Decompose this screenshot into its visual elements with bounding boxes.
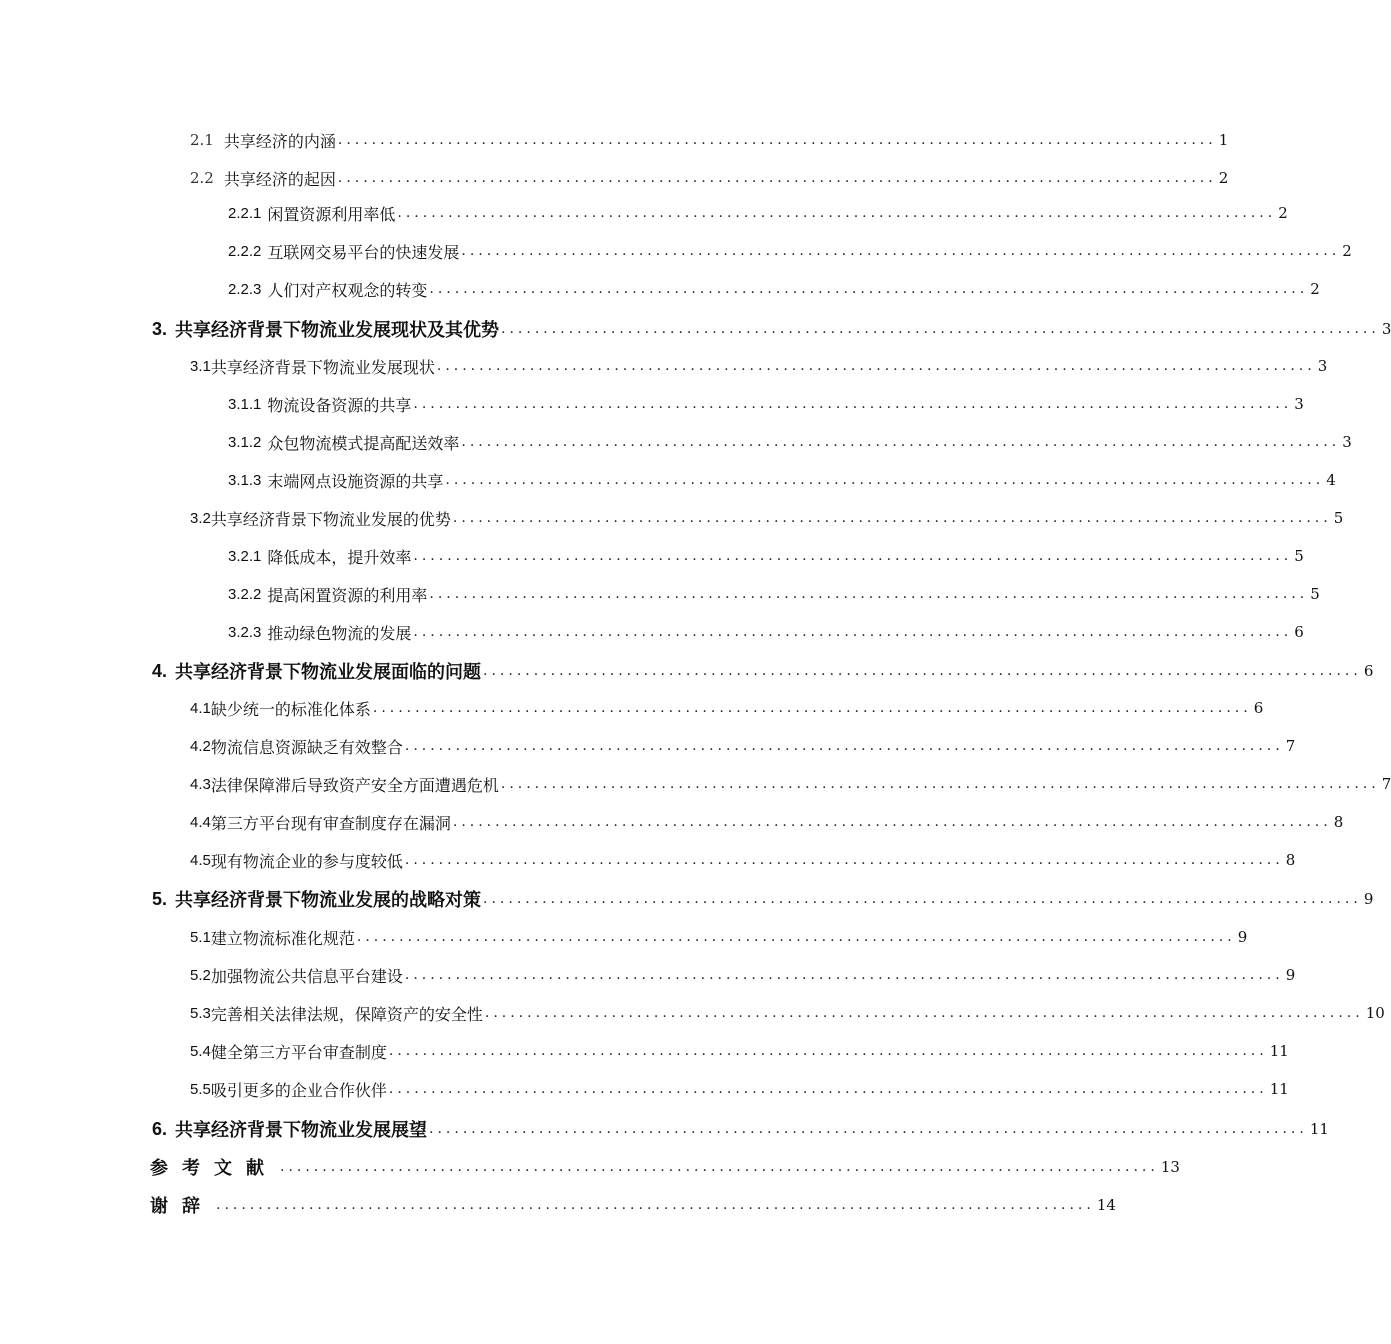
- toc-leader-dots: ........................................................................................................: [413, 624, 1293, 640]
- toc-entry-page: 3: [1342, 433, 1352, 451]
- toc-entry-number: 3.: [152, 318, 168, 339]
- toc-entry-title: 缺少统一的标准化体系: [210, 699, 371, 719]
- toc-entry-title: 吸引更多的企业合作伙伴: [210, 1080, 387, 1100]
- toc-entry-page: 9: [1363, 890, 1374, 908]
- toc-entry-title: 闲置资源利用率低: [267, 204, 396, 224]
- toc-entry-number: 5.4: [190, 1042, 211, 1060]
- toc-entry-chapter[interactable]: [152, 314, 1391, 344]
- toc-entry-page: 2: [1310, 280, 1320, 298]
- toc-entry-number: 3.1.1: [228, 395, 262, 413]
- toc-entry[interactable]: [190, 998, 1385, 1028]
- toc-leader-dots: ........................................................................................................: [404, 852, 1284, 868]
- toc-leader-dots: ........................................................................................................: [445, 472, 1325, 488]
- toc-entry-number: 4.4: [190, 813, 211, 831]
- toc-entry-title: 共享经济的内涵: [223, 131, 336, 151]
- toc-entry-page: 10: [1365, 1004, 1385, 1022]
- toc-entry-title: 众包物流模式提高配送效率: [267, 433, 460, 453]
- toc-entry[interactable]: [228, 427, 1352, 457]
- toc-entry[interactable]: [228, 579, 1320, 609]
- toc-entry[interactable]: [228, 389, 1304, 419]
- toc-entry-page: 11: [1309, 1120, 1329, 1138]
- toc-entry-title: 加强物流公共信息平台建设: [210, 966, 403, 986]
- toc-entry[interactable]: [228, 617, 1304, 647]
- toc-entry-title: 共享经济背景下物流业发展现状及其优势: [175, 320, 500, 341]
- toc-entry[interactable]: [190, 125, 1229, 155]
- toc-entry-page: 3: [1317, 357, 1328, 375]
- toc-leader-dots: ........................................................................................................: [413, 548, 1293, 564]
- toc-entry-number: 4.: [152, 660, 168, 681]
- toc-entry-title: 谢辞: [150, 1196, 214, 1217]
- toc-entry[interactable]: [228, 465, 1336, 495]
- toc-entry-number: 4.2: [190, 737, 211, 755]
- toc-entry-number: 2.1: [190, 131, 214, 149]
- toc-entry-number: 5.2: [190, 966, 211, 984]
- toc-leader-dots: ........................................................................................................: [337, 132, 1217, 148]
- toc-entry-number: 5.3: [190, 1004, 211, 1022]
- toc-entry-number: 5.5: [190, 1080, 211, 1098]
- toc-leader-dots: ........................................................................................................: [500, 776, 1380, 792]
- toc-entry-acknowledgements[interactable]: [150, 1190, 1116, 1220]
- toc-leader-dots: ........................................................................................................: [280, 1159, 1159, 1175]
- toc-entry[interactable]: [190, 960, 1296, 990]
- toc-entry-page: 6: [1253, 699, 1264, 717]
- toc-entry-number: 4.5: [190, 851, 211, 869]
- toc-entry-page: 7: [1285, 737, 1296, 755]
- toc-entry[interactable]: [190, 769, 1391, 799]
- toc-entry-title: 末端网点设施资源的共享: [267, 471, 444, 491]
- toc-entry-title: 共享经济背景下物流业发展面临的问题: [175, 662, 482, 683]
- toc-entry-page: 9: [1237, 928, 1248, 946]
- toc-leader-dots: ........................................................................................................: [413, 396, 1293, 412]
- toc-entry-title: 推动绿色物流的发展: [267, 623, 412, 643]
- toc-entry-title: 健全第三方平台审查制度: [210, 1042, 387, 1062]
- toc-entry-title: 物流信息资源缺乏有效整合: [210, 737, 403, 757]
- toc-leader-dots: ........................................................................................................: [429, 1121, 1308, 1137]
- toc-entry-page: 13: [1160, 1158, 1180, 1176]
- toc-entry[interactable]: [190, 845, 1296, 875]
- toc-leader-dots: ........................................................................................................: [404, 967, 1284, 983]
- toc-entry-page: 6: [1363, 662, 1374, 680]
- toc-entry[interactable]: [190, 807, 1344, 837]
- toc-entry[interactable]: [228, 541, 1304, 571]
- toc-entry-page: 2: [1342, 242, 1352, 260]
- toc-entry-page: 5: [1310, 585, 1320, 603]
- toc-entry-number: 3.2.1: [228, 547, 262, 565]
- toc-entry[interactable]: [190, 1074, 1289, 1104]
- toc-entry[interactable]: [228, 274, 1320, 304]
- toc-leader-dots: ........................................................................................................: [356, 929, 1236, 945]
- toc-entry[interactable]: [190, 503, 1344, 533]
- toc-entry-number: 3.1.2: [228, 433, 262, 451]
- toc-leader-dots: ........................................................................................................: [372, 700, 1252, 716]
- toc-entry-number: 4.3: [190, 775, 211, 793]
- toc-leader-dots: ........................................................................................................: [429, 586, 1309, 602]
- toc-entry-title: 共享经济背景下物流业发展的优势: [210, 509, 451, 529]
- toc-leader-dots: ........................................................................................................: [483, 891, 1362, 907]
- toc-leader-dots: ........................................................................................................: [452, 510, 1332, 526]
- toc-entry-title: 降低成本，提升效率: [267, 547, 412, 567]
- toc-leader-dots: ........................................................................................................: [501, 321, 1380, 337]
- toc-leader-dots: ........................................................................................................: [483, 663, 1362, 679]
- toc-entry-title: 物流设备资源的共享: [267, 395, 412, 415]
- toc-entry-title: 共享经济背景下物流业发展展望: [175, 1120, 428, 1141]
- toc-entry-title: 互联网交易平台的快速发展: [267, 242, 460, 262]
- toc-leader-dots: ........................................................................................................: [216, 1197, 1095, 1213]
- toc-entry-page: 11: [1269, 1080, 1289, 1098]
- toc-entry-page: 9: [1285, 966, 1296, 984]
- toc-entry-number: 5.: [152, 888, 168, 909]
- toc-entry-number: 6.: [152, 1118, 168, 1139]
- toc-entry-number: 2.2.1: [228, 204, 262, 222]
- toc-entry-number: 3.2.3: [228, 623, 262, 641]
- toc-entry-page: 5: [1333, 509, 1344, 527]
- toc-entry-chapter[interactable]: [152, 884, 1374, 914]
- toc-entry-number: 2.2.2: [228, 242, 262, 260]
- toc-entry[interactable]: [190, 163, 1229, 193]
- toc-entry-title: 共享经济背景下物流业发展现状: [210, 357, 435, 377]
- toc-leader-dots: ........................................................................................................: [404, 738, 1284, 754]
- toc-entry-chapter[interactable]: [152, 656, 1374, 686]
- toc-entry-title: 第三方平台现有审查制度存在漏洞: [210, 813, 451, 833]
- toc-entry-number: 3.1.3: [228, 471, 262, 489]
- toc-entry-number: 3.1: [190, 357, 211, 375]
- toc-entry[interactable]: [228, 236, 1352, 266]
- toc-leader-dots: ........................................................................................................: [337, 170, 1217, 186]
- toc-entry-title: 现有物流企业的参与度较低: [210, 851, 403, 871]
- toc-entry-page: 6: [1294, 623, 1304, 641]
- toc-entry-title: 共享经济背景下物流业发展的战略对策: [175, 890, 482, 911]
- toc-entry-title: 提高闲置资源的利用率: [267, 585, 428, 605]
- toc-leader-dots: ........................................................................................................: [484, 1005, 1364, 1021]
- toc-leader-dots: ........................................................................................................: [388, 1043, 1268, 1059]
- toc-entry[interactable]: [190, 1036, 1289, 1066]
- toc-entry-title: 完善相关法律法规，保障资产的安全性: [210, 1004, 483, 1024]
- toc-entry-number: 3.2: [190, 509, 211, 527]
- toc-entry-page: 7: [1381, 775, 1391, 793]
- toc-leader-dots: ........................................................................................................: [397, 205, 1277, 221]
- toc-entry-page: 3: [1294, 395, 1304, 413]
- toc-entry-title: 共享经济的起因: [223, 169, 336, 189]
- toc-entry-page: 5: [1294, 547, 1304, 565]
- toc-leader-dots: ........................................................................................................: [452, 814, 1332, 830]
- toc-leader-dots: ........................................................................................................: [436, 358, 1316, 374]
- toc-entry[interactable]: [190, 731, 1296, 761]
- toc-entry-title: 人们对产权观念的转变: [267, 280, 428, 300]
- toc-leader-dots: ........................................................................................................: [461, 434, 1341, 450]
- toc-leader-dots: ........................................................................................................: [388, 1081, 1268, 1097]
- toc-entry[interactable]: [228, 198, 1288, 228]
- toc-entry[interactable]: [190, 922, 1248, 952]
- toc-entry-page: 8: [1285, 851, 1296, 869]
- toc-entry-page: 8: [1333, 813, 1344, 831]
- toc-entry-number: 4.1: [190, 699, 211, 717]
- toc-leader-dots: ........................................................................................................: [461, 243, 1341, 259]
- toc-entry-title: 参考文献: [150, 1158, 278, 1179]
- toc-entry-number: 2.2: [190, 169, 214, 187]
- toc-entry[interactable]: [190, 351, 1328, 381]
- toc-entry-number: 5.1: [190, 928, 211, 946]
- toc-entry-page: 1: [1218, 131, 1229, 149]
- toc-entry[interactable]: [190, 693, 1264, 723]
- toc-entry-page: 11: [1269, 1042, 1289, 1060]
- toc-entry-title: 法律保障滞后导致资产安全方面遭遇危机: [210, 775, 499, 795]
- toc-entry-page: 2: [1218, 169, 1229, 187]
- toc-entry-number: 3.2.2: [228, 585, 262, 603]
- toc-entry-references[interactable]: [150, 1152, 1180, 1182]
- toc-entry-page: 3: [1381, 320, 1391, 338]
- toc-entry-page: 14: [1096, 1196, 1116, 1214]
- toc-entry-page: 4: [1326, 471, 1336, 489]
- toc-entry-title: 建立物流标准化规范: [210, 928, 355, 948]
- toc-entry-chapter[interactable]: [152, 1114, 1329, 1144]
- toc-leader-dots: ........................................................................................................: [429, 281, 1309, 297]
- toc-entry-number: 2.2.3: [228, 280, 262, 298]
- toc-entry-page: 2: [1278, 204, 1288, 222]
